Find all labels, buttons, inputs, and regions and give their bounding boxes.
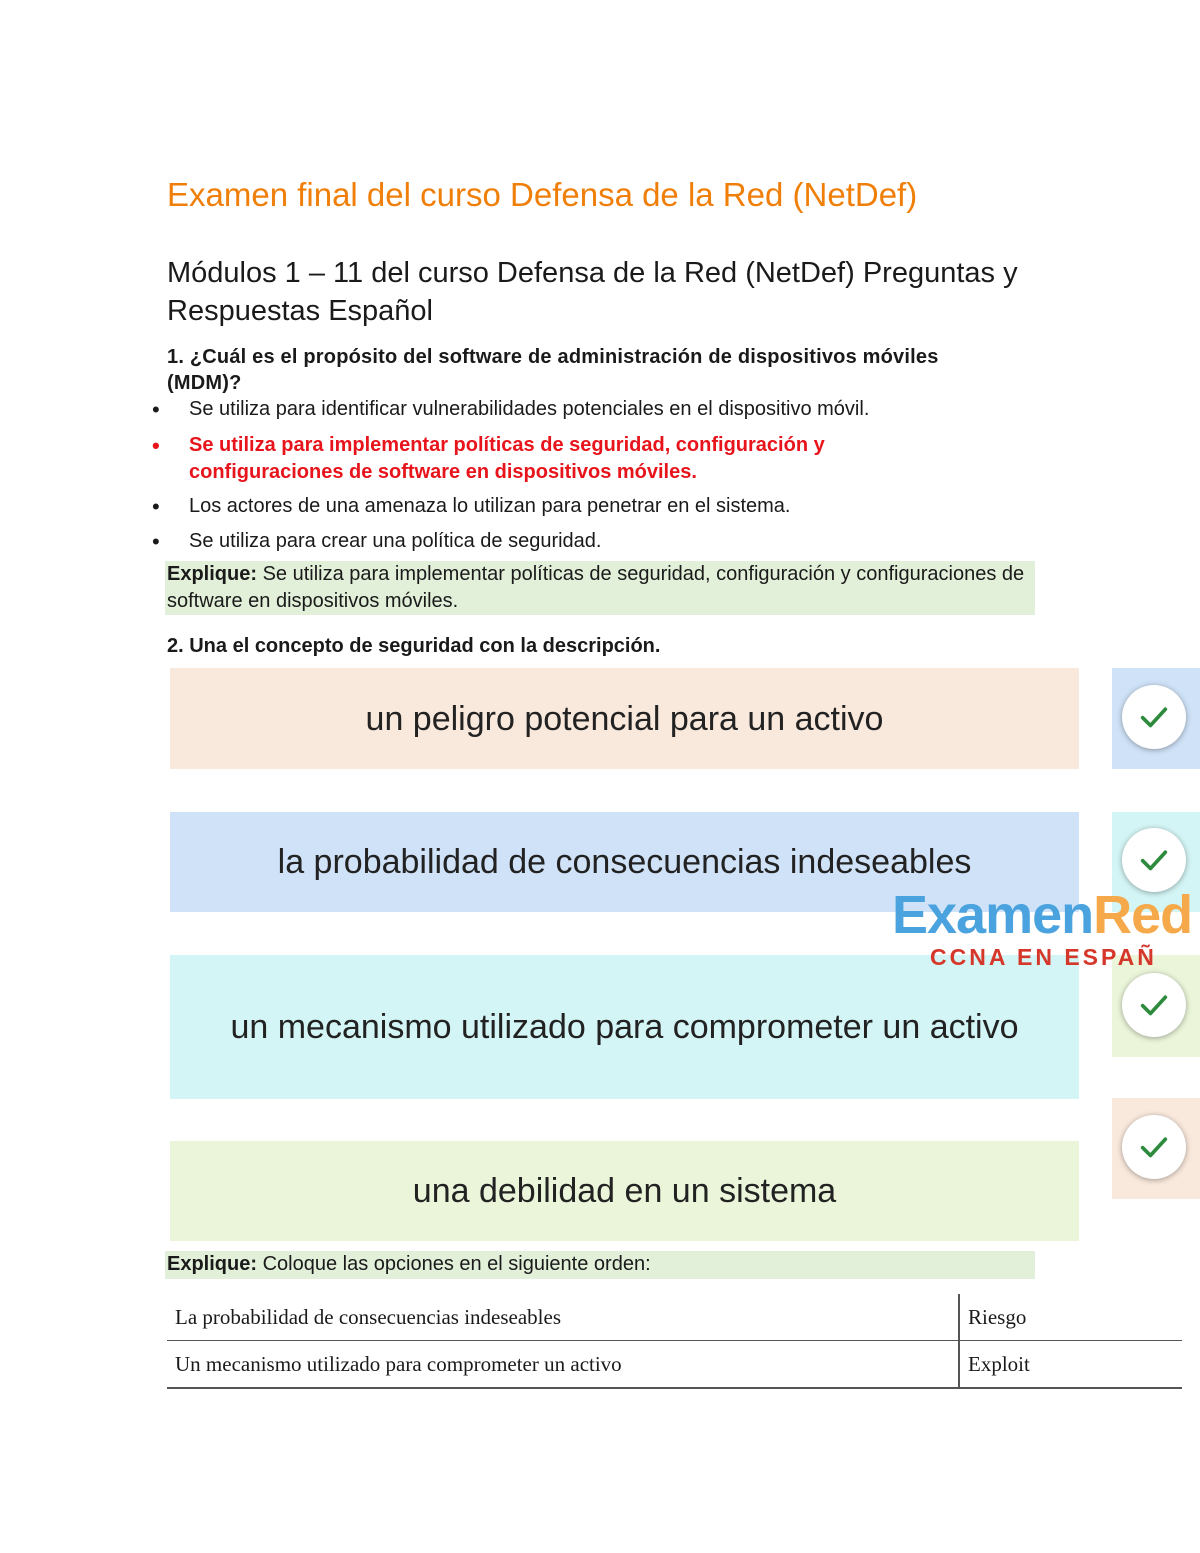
table-cell: Riesgo — [959, 1294, 1182, 1341]
q1-option-3-text: Los actores de una amenaza lo utilizan para penetrar en el sistema. — [189, 495, 791, 517]
q1-option-1-text: Se utiliza para identificar vulnerabilidades potenciales en el dispositivo móvil. — [189, 398, 870, 420]
q2-card-1[interactable]: un peligro potencial para un activo — [170, 668, 1079, 769]
page-subtitle: Módulos 1 – 11 del curso Defensa de la Red (NetDef) Preguntas y Respuestas Español — [167, 257, 1018, 327]
q1-explanation — [165, 561, 1035, 615]
table-row — [167, 1294, 1182, 1341]
check-icon — [1122, 685, 1186, 749]
check-icon — [1122, 1115, 1186, 1179]
bullet-icon: • — [152, 529, 160, 554]
table-cell: Un mecanismo utilizado para comprometer un activo — [167, 1341, 959, 1389]
q2-explanation — [165, 1251, 1035, 1279]
bullet-icon: • — [152, 397, 160, 422]
table-cell: La probabilidad de consecuencias indeseables — [167, 1294, 959, 1341]
bullet-icon: • — [152, 433, 160, 458]
q1-option-1 — [152, 396, 982, 423]
bullet-icon: • — [152, 494, 160, 519]
q1-option-4-text: Se utiliza para crear una política de seguridad. — [189, 530, 602, 552]
q2-card-4[interactable]: una debilidad en un sistema — [170, 1141, 1079, 1241]
q1-option-2-text: Se utiliza para implementar políticas de seguridad, configuración y configuraciones de software en dispositivos móviles. — [189, 434, 825, 483]
q2-card-3[interactable]: un mecanismo utilizado para comprometer un activo — [170, 955, 1079, 1099]
question-1: 1. ¿Cuál es el propósito del software de administración de dispositivos móviles (MDM)? — [167, 346, 939, 394]
watermark-part2: Red — [1093, 885, 1193, 945]
q1-explain-text: Se utiliza para implementar políticas de seguridad, configuración y configuraciones de software en dispositivos móviles. — [167, 563, 1025, 612]
watermark-part1: Examen — [892, 885, 1094, 945]
q1-option-3 — [152, 493, 982, 520]
q2-card-2[interactable]: la probabilidad de consecuencias indeseables — [170, 812, 1079, 912]
watermark-logo — [892, 884, 1192, 946]
check-icon — [1122, 973, 1186, 1037]
answer-table — [167, 1294, 1182, 1389]
watermark-tagline: CCNA EN ESPAÑ — [930, 944, 1157, 970]
q2-explain-label: Explique: — [167, 1253, 258, 1275]
q1-option-4 — [152, 528, 982, 555]
q2-explain-text: Coloque las opciones en el siguiente orden: — [262, 1253, 651, 1275]
q1-option-2-correct — [152, 432, 982, 486]
question-2: 2. Una el concepto de seguridad con la descripción. — [167, 635, 661, 657]
table-cell: Exploit — [959, 1341, 1182, 1389]
page-title: Examen final del curso Defensa de la Red (NetDef) — [167, 176, 918, 213]
q1-explain-label: Explique: — [167, 563, 258, 585]
table-row — [167, 1341, 1182, 1389]
check-icon — [1122, 828, 1186, 892]
